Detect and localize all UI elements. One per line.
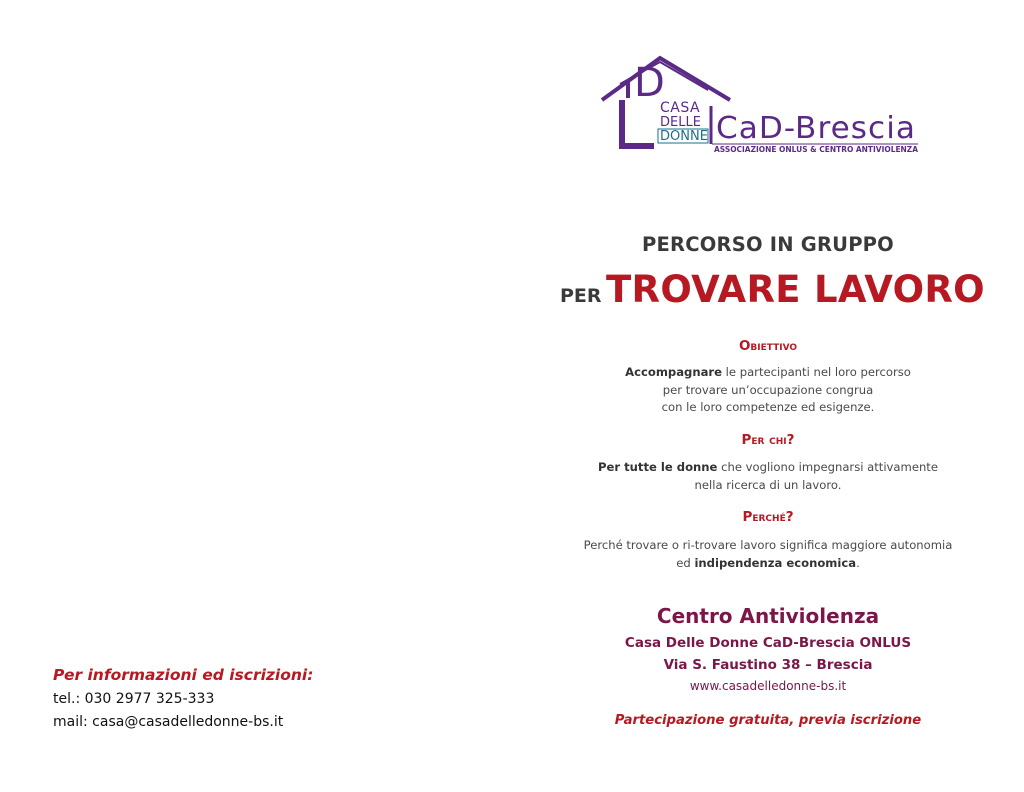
- info-tel: tel.: 030 2977 325-333: [53, 691, 215, 707]
- perchi-bold: Per tutte le donne: [598, 460, 718, 474]
- obiettivo-line-2: per trovare un’occupazione congrua: [662, 382, 874, 397]
- perche-line-1: Perché trovare o ri-trovare lavoro significa maggiore autonomia: [583, 538, 953, 552]
- logo-word-donne: DONNE: [660, 129, 708, 144]
- paragraph-perche: [560, 537, 976, 572]
- perchi-line-1-rest: che vogliono impegnarsi attivamente: [717, 460, 938, 474]
- paragraph-obiettivo: [560, 364, 976, 417]
- perche-line-2: [560, 555, 976, 573]
- perchi-line-2: nella ricerca di un lavoro.: [694, 477, 842, 492]
- center-name: Centro Antiviolenza: [656, 604, 880, 628]
- obiettivo-line-1: [560, 364, 976, 382]
- info-heading: Per informazioni ed iscrizioni:: [53, 666, 314, 684]
- address: Via S. Faustino 38 – Brescia: [663, 657, 873, 673]
- title-line-1: PERCORSO IN GRUPPO: [642, 233, 894, 256]
- perche-bold: indipendenza economica: [694, 555, 857, 570]
- participation-note: Partecipazione gratuita, previa iscrizione: [614, 713, 922, 728]
- title-main: TROVARE LAVORO: [606, 268, 985, 311]
- title-prefix: PER: [560, 285, 602, 307]
- org-name: Casa Delle Donne CaD-Brescia ONLUS: [624, 635, 912, 651]
- heading-obiettivo: Obiettivo: [738, 338, 798, 354]
- obiettivo-line-3: con le loro competenze ed esigenze.: [661, 400, 875, 414]
- heading-per-chi: Per chi?: [741, 432, 795, 448]
- logo-word-casa: CASA: [660, 100, 701, 116]
- logo: [598, 52, 928, 157]
- logo-brand: CaD-Brescia: [716, 111, 916, 146]
- logo-subtitle: ASSOCIAZIONE ONLUS & CENTRO ANTIVIOLENZA: [714, 145, 919, 154]
- heading-perche: Perché?: [742, 509, 794, 525]
- perche-line-2-start: ed: [676, 555, 695, 570]
- perchi-line-1: [560, 459, 976, 477]
- paragraph-per-chi: [560, 459, 976, 494]
- info-mail: mail: casa@casadelledonne-bs.it: [53, 714, 284, 730]
- title-line-2: [560, 268, 985, 311]
- obiettivo-bold: Accompagnare: [625, 365, 722, 379]
- website-link[interactable]: www.casadelledonne-bs.it: [689, 679, 847, 693]
- obiettivo-line-1-rest: le partecipanti nel loro percorso: [721, 365, 911, 379]
- logo-letter: D: [634, 60, 665, 106]
- logo-word-delle: DELLE: [660, 115, 701, 130]
- perche-line-2-end: .: [856, 555, 860, 570]
- house-logo-icon: [598, 52, 928, 157]
